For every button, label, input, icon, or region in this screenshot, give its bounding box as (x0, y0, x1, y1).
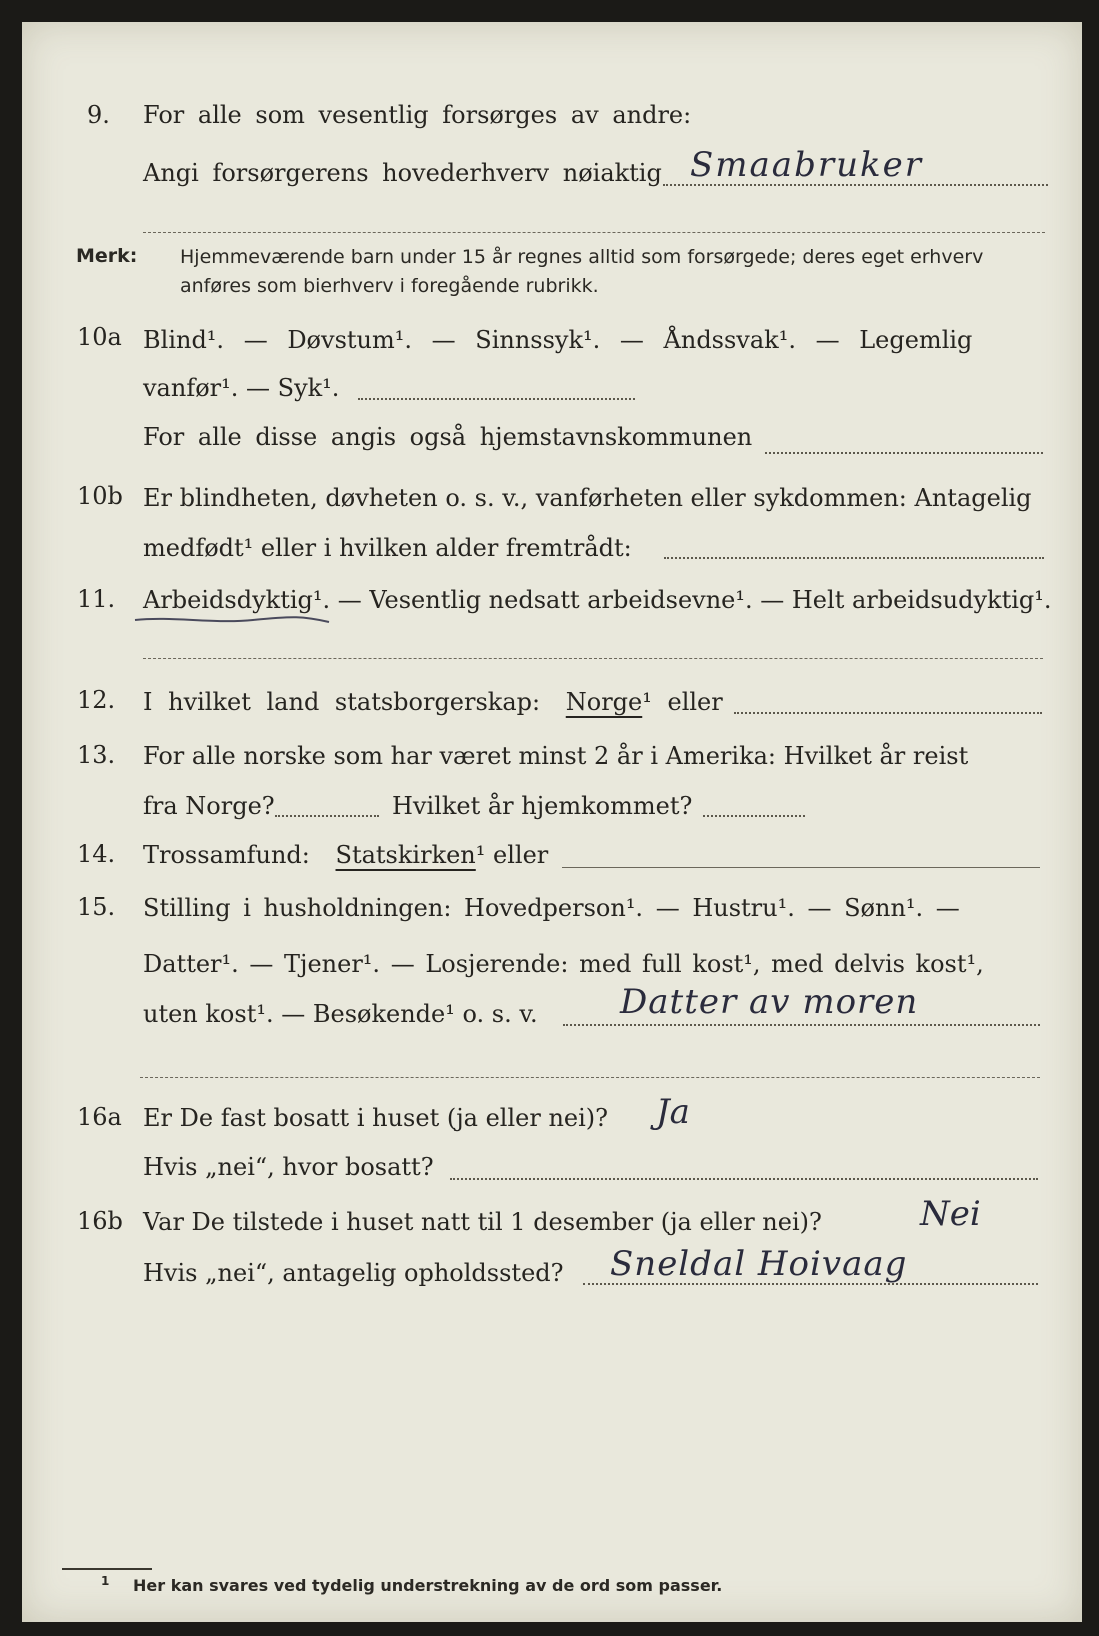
footnote-mark: 1 (101, 1574, 110, 1588)
merk-line1: Hjemmeværende barn under 15 år regnes alltid som forsørgede; deres eget erhverv (180, 246, 984, 268)
q13-hjemkommet-line (703, 815, 805, 817)
q16a-number: 16a (77, 1103, 122, 1131)
q15-line1: Stilling i husholdningen: Hovedperson¹. — Hustru¹. — Sønn¹. — (143, 894, 960, 922)
q15-line3: uten kost¹. — Besøkende¹ o. s. v. (143, 1000, 538, 1028)
footnote-rule (62, 1568, 152, 1570)
footnote-text: Her kan svares ved tydelig understrekning av de ord som passer. (133, 1576, 723, 1595)
q10a-number: 10a (77, 323, 122, 351)
q10a-hjemstavn-line (765, 452, 1043, 454)
q15-answer-line (563, 1024, 1040, 1026)
q14-answer-line (562, 867, 1040, 868)
q13-line2b: Hvilket år hjemkommet? (392, 792, 693, 820)
q12-line (143, 687, 723, 717)
q12-text-c: ¹ eller (642, 688, 723, 716)
merk-label: Merk: (76, 245, 138, 267)
q9-blank-line (143, 232, 1045, 233)
q14-text-a: Trossamfund: (143, 841, 310, 869)
q16b-answer1-handwritten: Nei (920, 1194, 981, 1234)
q9-line2: Angi forsørgerens hovederhverv nøiaktig (143, 159, 662, 187)
q11-blank-line (143, 658, 1043, 659)
q12-number: 12. (77, 686, 116, 714)
q14-text-c: ¹ eller (475, 841, 549, 869)
q13-line2a: fra Norge? (143, 792, 275, 820)
q10b-line2: medfødt¹ eller i hvilken alder fremtrådt: (143, 534, 632, 562)
q15-line2: Datter¹. — Tjener¹. — Losjerende: med full kost¹, med delvis kost¹, (143, 950, 984, 978)
q13-number: 13. (77, 741, 116, 769)
q10a-line3: For alle disse angis også hjemstavnskommunen (143, 423, 753, 451)
q15-blank-line (140, 1077, 1040, 1078)
q11-number: 11. (77, 585, 116, 613)
q16a-answer-handwritten: Ja (656, 1092, 690, 1132)
q11-line1: Arbeidsdyktig¹. — Vesentlig nedsatt arbeidsevne¹. — Helt arbeidsudyktig¹. (143, 586, 1052, 614)
q16a-line1: Er De fast bosatt i huset (ja eller nei)? (143, 1104, 609, 1132)
q10a-syk-line (358, 398, 635, 400)
q16b-line1: Var De tilstede i huset natt til 1 desember (ja eller nei)? (143, 1208, 822, 1236)
q11-underline-stroke (133, 612, 333, 628)
q16b-line2: Hvis „nei“, antagelig opholdssted? (143, 1259, 564, 1287)
q15-answer-handwritten: Datter av moren (620, 982, 919, 1022)
q12-norge-underlined: Norge (565, 688, 643, 716)
q16b-answer2-handwritten: Sneldal Hoivaag (610, 1244, 908, 1284)
q10b-number: 10b (77, 482, 123, 510)
q10b-line1: Er blindheten, døvheten o. s. v., vanførheten eller sykdommen: Antagelig (143, 484, 1032, 512)
q15-number: 15. (77, 893, 116, 921)
q13-reist-line (275, 815, 379, 817)
q16a-line2: Hvis „nei“, hvor bosatt? (143, 1153, 434, 1181)
q14-statskirken-underlined: Statskirken (335, 841, 476, 869)
q9-answer-handwritten: Smaabruker (690, 145, 923, 185)
q12-text-a: I hvilket land statsborgerskap: (143, 688, 541, 716)
q10a-line2: vanfør¹. — Syk¹. (143, 374, 340, 402)
q9-number: 9. (87, 101, 110, 129)
q16b-number: 16b (77, 1207, 123, 1235)
q10b-answer-line (664, 557, 1044, 559)
q13-line1: For alle norske som har været minst 2 år i Amerika: Hvilket år reist (143, 742, 969, 770)
q16a-bosatt-line (450, 1178, 1038, 1180)
q12-answer-line (734, 712, 1042, 714)
merk-line2: anføres som bierhverv i foregående rubrikk. (180, 275, 599, 297)
q14-number: 14. (77, 840, 116, 868)
q14-line (143, 840, 548, 870)
q10a-line1: Blind¹. — Døvstum¹. — Sinnssyk¹. — Åndssvak¹. — Legemlig (143, 326, 973, 354)
q9-line1: For alle som vesentlig forsørges av andre: (143, 101, 692, 129)
